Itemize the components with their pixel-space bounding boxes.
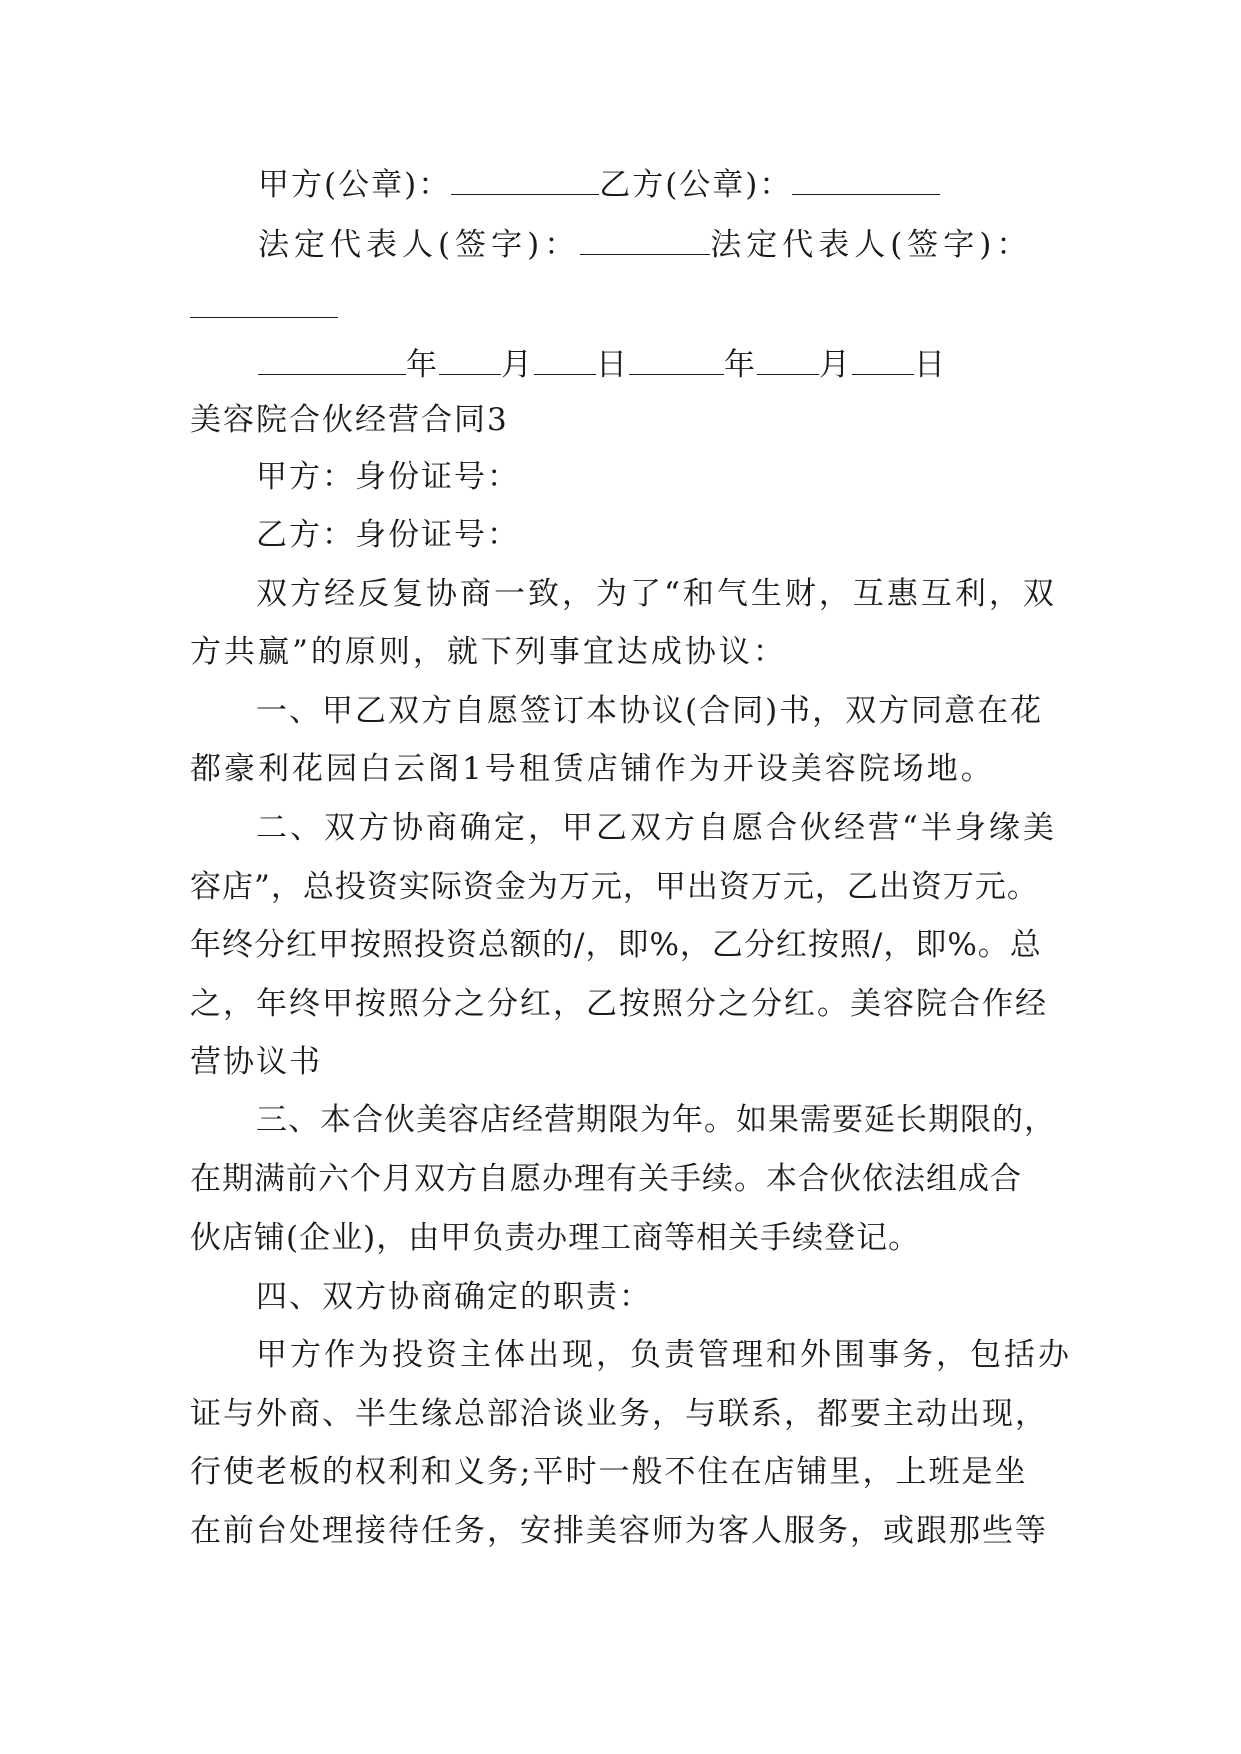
day-blank-a [534, 346, 596, 375]
representative-line [258, 225, 1118, 265]
party-a-seal-blank [451, 166, 599, 195]
body-line: 一、甲乙双方自愿签订本协议(合同)书，双方同意在花 [256, 693, 1044, 729]
day-blank-b [852, 346, 914, 375]
date-line [258, 345, 1118, 385]
seal-line [258, 165, 1118, 205]
day-label-a: 日 [596, 347, 629, 383]
body-line: 在前台处理接待任务，安排美容师为客人服务，或跟那些等 [190, 1513, 1048, 1549]
month-label-a: 月 [501, 347, 534, 383]
body-line: 行使老板的权利和义务;平时一般不住在店铺里，上班是坐 [190, 1454, 1028, 1490]
body-line: 营协议书 [190, 1044, 322, 1080]
body-line: 伙店铺(企业)，由甲负责办理工商等相关手续登记。 [190, 1220, 921, 1256]
month-blank-a [439, 346, 501, 375]
body-line: 在期满前六个月双方自愿办理有关手续。本合伙依法组成合 [190, 1161, 1022, 1197]
rep-b-label: 法定代表人(签字)： [710, 227, 1033, 263]
body-line: 容店”，总投资实际资金为万元，甲出资万元，乙出资万元。 [190, 869, 1039, 905]
body-line: 方共赢”的原则，就下列事宜达成协议： [190, 634, 787, 670]
party-b-line: 乙方：身份证号： [256, 517, 520, 553]
rep-a-blank [580, 226, 710, 255]
rep-a-label: 法定代表人(签字)： [258, 227, 581, 263]
rep-b-blank [190, 317, 338, 318]
day-label-b: 日 [914, 347, 947, 383]
year-label-a: 年 [406, 347, 439, 383]
body-line: 双方经反复协商一致，为了“和气生财，互惠互利，双 [256, 576, 1057, 612]
party-b-seal-blank [792, 166, 940, 195]
body-line: 二、双方协商确定，甲乙双方自愿合伙经营“半身缘美 [256, 810, 1057, 846]
party-a-seal-label: 甲方(公章)： [258, 167, 452, 203]
body-line: 年终分红甲按照投资总额的/，即%，乙分红按照/，即%。总 [190, 927, 1042, 963]
body-line: 证与外商、半生缘总部洽谈业务，与联系，都要主动出现， [190, 1396, 1048, 1432]
body-line: 都豪利花园白云阁1号租赁店铺作为开设美容院场地。 [190, 751, 995, 787]
body-line: 三、本合伙美容店经营期限为年。如果需要延长期限的， [256, 1102, 1056, 1138]
month-label-b: 月 [819, 347, 852, 383]
year-blank-b [629, 346, 724, 375]
body-line: 甲方作为投资主体出现，负责管理和外围事务，包括办 [256, 1337, 1072, 1373]
document-title: 美容院合伙经营合同3 [190, 402, 509, 438]
party-a-line: 甲方：身份证号： [256, 459, 520, 495]
month-blank-b [757, 346, 819, 375]
party-b-seal-label: 乙方(公章)： [599, 167, 793, 203]
year-label-b: 年 [724, 347, 757, 383]
body-line: 之，年终甲按照分之分红，乙按照分之分红。美容院合作经 [190, 986, 1048, 1022]
year-blank-a [258, 346, 406, 375]
body-line: 四、双方协商确定的职责： [256, 1279, 652, 1315]
